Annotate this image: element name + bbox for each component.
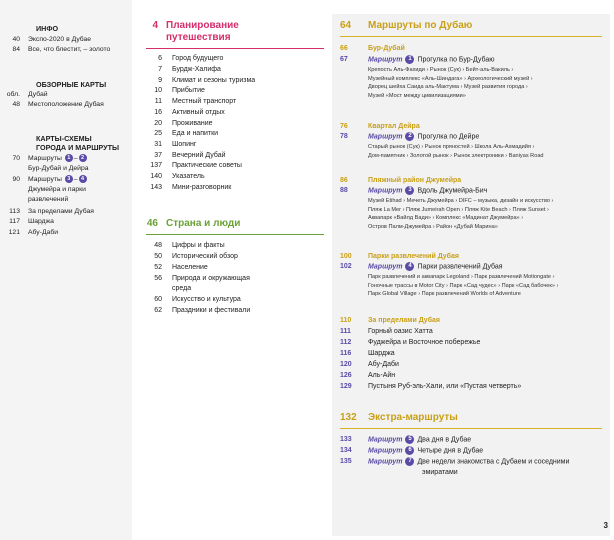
route-description: Парк развлечений и аквапарк Legoland › Парк развлечений Motiongate › Гоночные трассы в Motor City › Парк «Сад чудес» › Парк «Сад бабочек» › Парк Global Village › Парк развлечений Worlds of Adventure: [368, 274, 559, 298]
route-badge-icon: 2: [79, 154, 87, 162]
toc-entry[interactable]: 120 Абу-Даби: [340, 361, 399, 368]
toc-entry[interactable]: 70 Маршруты 1 – 2: [0, 154, 132, 163]
toc-entry[interactable]: Джумейра и парки: [28, 186, 86, 193]
route-badge-icon: 2: [405, 132, 414, 141]
subsection-heading-outside[interactable]: 110 За пределами Дубая: [340, 317, 440, 324]
toc-entry[interactable]: 56 Природа и окружающая: [154, 275, 250, 282]
section-divider: [340, 36, 602, 37]
toc-entry[interactable]: 48 Цифры и факты: [154, 242, 225, 249]
toc-entry[interactable]: 113 За пределами Дубая: [9, 208, 94, 215]
toc-entry[interactable]: 60 Искусство и культура: [154, 296, 241, 303]
toc-entry[interactable]: 90 Маршруты 3 – 4: [0, 175, 132, 184]
toc-entry[interactable]: 37 Вечерний Дубай: [154, 152, 226, 159]
route-badge-icon: 3: [405, 186, 414, 195]
toc-entry[interactable]: Бур-Дубай и Дейра: [28, 165, 89, 172]
toc-entry[interactable]: 143 Мини-разговорник: [150, 184, 232, 191]
toc-entry[interactable]: 140 Указатель: [150, 173, 205, 180]
route-badge-icon: 1: [405, 55, 414, 64]
route-description: Крепость Аль-Фахиди › Рынок (Сук) › Бейт-аль-Вакиль › Музейный комплекс «Аль-Шиндага» › Археологический музей › Дворец шейха Саида аль-Мактума › Музей развития города › Музей «Мост между цивилизациями»: [368, 67, 533, 99]
toc-entry[interactable]: 116 Шарджа: [340, 350, 395, 357]
toc-entry[interactable]: 121 Абу-Даби: [8, 229, 59, 236]
route-badge-icon: 3: [65, 175, 73, 183]
toc-entry[interactable]: среда: [172, 285, 192, 292]
route-description: Старый рынок (Сук) › Рынок пряностей › Школа Аль-Ахмадийя › Дом-памятник › Золотой рынок › Рынок электроники › Baniyas Road: [368, 144, 544, 159]
section-heading-extra[interactable]: 132 Экстра-маршруты: [340, 412, 458, 423]
toc-entry[interactable]: 9 Климат и сезоны туризма: [158, 77, 256, 84]
route-entry[interactable]: 134 Маршрут 6 Четыре дня в Дубае: [340, 447, 484, 455]
toc-entry[interactable]: 52 Население: [154, 264, 208, 271]
toc-entry[interactable]: развлечений: [28, 196, 69, 203]
toc-entry[interactable]: 11 Местный транспорт: [154, 98, 237, 105]
toc-entry[interactable]: 48 Местоположение Дубая: [12, 101, 104, 108]
route-badge-icon: 5: [405, 435, 414, 444]
section-divider: [340, 428, 602, 429]
toc-entry[interactable]: 111 Горный оазис Хатта: [340, 328, 433, 335]
toc-entry[interactable]: 84 Все, что блестит, – золото: [12, 46, 111, 53]
section-heading-planning[interactable]: 4 Планирование путешествия: [152, 20, 239, 43]
route-entry[interactable]: 133 Маршрут 5 Два дня в Дубае: [340, 436, 472, 444]
route-badge-icon: 4: [405, 262, 414, 271]
subsection-heading-bur-dubai[interactable]: 66 Бур-Дубай: [340, 45, 405, 52]
toc-entry[interactable]: 20 Проживание: [154, 120, 213, 127]
route-entry[interactable]: 102 Маршрут 4 Парки развлечений Дубая: [340, 263, 503, 271]
route-description: Музей Etihad › Мечеть Джумейра › DIFC – музыка, дизайн и искусство › Пляж La Mer › Пляж Jumeirah Open › Пляж Kite Beach › Пляж Sunset › Аквапарк «Вайлд Вади» › Комплекс «Мадинат Джумейра» › Остров Палм-Джумейра › Район «Дубай Марина»: [368, 198, 554, 230]
route-entry[interactable]: 67 Маршрут 1 Прогулка по Бур-Дубаю: [340, 56, 495, 64]
route-badge-icon: 4: [79, 175, 87, 183]
toc-entry[interactable]: 112 Фуджейра и Восточное побережье: [340, 339, 481, 346]
subsection-heading-deira[interactable]: 76 Квартал Дейра: [340, 123, 420, 130]
route-entry[interactable]: 135 Маршрут 7 Две недели знакомства с Дубаем и соседними: [340, 458, 570, 466]
toc-entry[interactable]: 62 Праздники и фестивали: [154, 307, 251, 314]
toc-entry[interactable]: 50 Исторический обзор: [154, 253, 238, 260]
toc-entry[interactable]: 117 Шарджа: [9, 218, 54, 225]
toc-entry[interactable]: 129 Пустыня Руб-эль-Хали, или «Пустая четверть»: [340, 383, 522, 390]
route-entry[interactable]: 78 Маршрут 2 Прогулка по Дейре: [340, 133, 480, 141]
toc-entry[interactable]: обл. Дубай: [6, 91, 48, 98]
toc-entry[interactable]: 7 Бурдж-Халифа: [158, 66, 221, 73]
subsection-heading-parks[interactable]: 100 Парки развлечений Дубая: [340, 253, 459, 260]
route-badge-icon: 7: [405, 457, 414, 466]
toc-entry[interactable]: 137 Практические советы: [150, 162, 242, 169]
section-heading-routes[interactable]: 64 Маршруты по Дубаю: [340, 20, 473, 31]
toc-entry[interactable]: 126 Аль-Айн: [340, 372, 396, 379]
route-badge-icon: 1: [65, 154, 73, 162]
toc-entry[interactable]: 6 Город будущего: [158, 55, 224, 62]
page-number: 3: [603, 521, 608, 530]
toc-entry[interactable]: 16 Активный отдых: [154, 109, 225, 116]
sidebar-column: [0, 0, 132, 540]
toc-entry[interactable]: 25 Еда и напитки: [154, 130, 219, 137]
section-divider: [146, 48, 324, 49]
section-divider: [146, 234, 324, 235]
schemes-heading: КАРТЫ-СХЕМЫ: [36, 134, 92, 143]
toc-entry[interactable]: 10 Прибытие: [154, 87, 205, 94]
schemes-heading-2: ГОРОДА И МАРШРУТЫ: [36, 143, 120, 152]
toc-entry[interactable]: 40 Экспо-2020 в Дубае: [12, 36, 92, 43]
section-heading-country[interactable]: 46 Страна и люди: [146, 218, 241, 229]
route-badge-icon: 6: [405, 446, 414, 455]
routes-column: [332, 14, 610, 536]
subsection-heading-jumeirah[interactable]: 86 Пляжный район Джумейра: [340, 177, 462, 184]
toc-entry[interactable]: 31 Шопинг: [154, 141, 197, 148]
info-heading: ИНФО: [36, 24, 59, 33]
maps-heading: ОБЗОРНЫЕ КАРТЫ: [36, 80, 107, 89]
route-entry[interactable]: 88 Маршрут 3 Вдоль Джумейра-Бич: [340, 187, 488, 195]
route-entry-continuation: эмиратами: [422, 469, 458, 476]
